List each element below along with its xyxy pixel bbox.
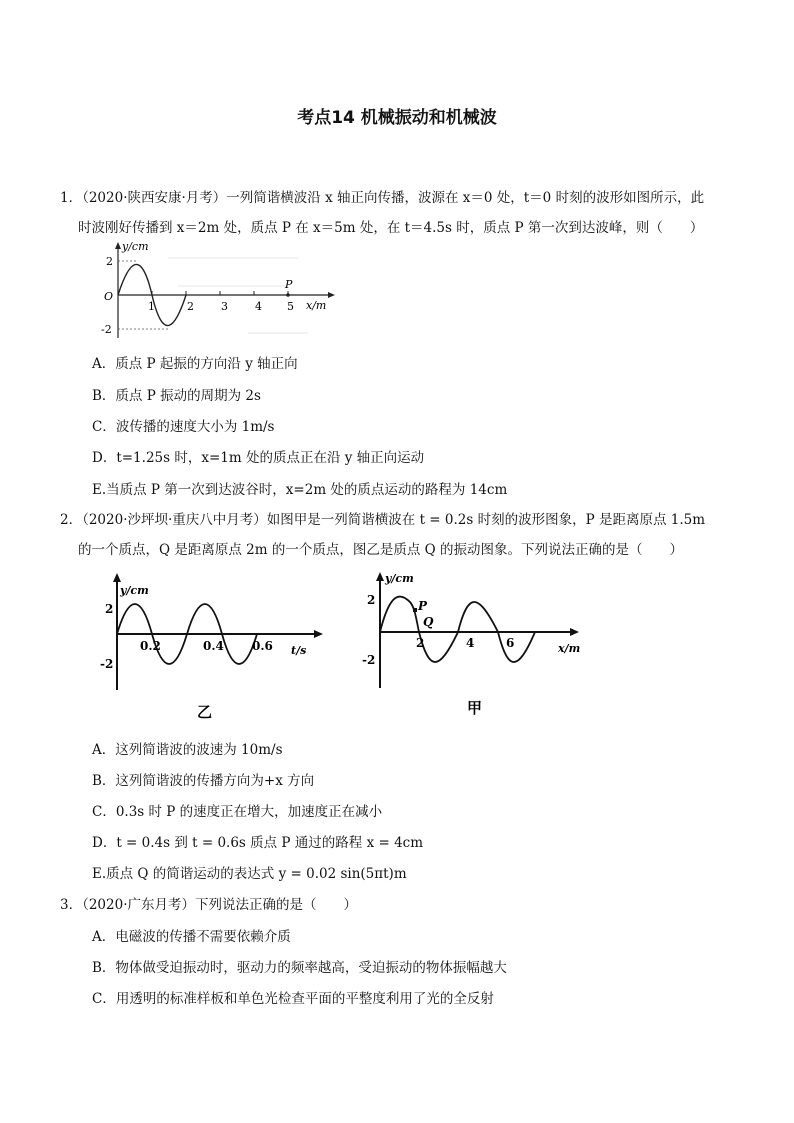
x-axis-label: x/m [558,642,581,655]
x-axis-arrow-icon [328,292,335,298]
x-tick-label: 6 [506,636,515,650]
question-3-option-a: A．电磁波的传播不需要依赖介质 [92,929,291,945]
x-tick-label: 2 [187,300,194,313]
y-tick-label: 2 [106,255,113,268]
question-2-line-1: 2．（2020·沙坪坝·重庆八中月考）如图甲是一列简谐横波在 t = 0.2s 时刻的波形图象，P 是距离原点 1.5m [60,512,706,528]
question-2-figure-yi [95,570,335,720]
question-2-option-c: C．0.3s 时 P 的速度正在增大，加速度正在减小 [92,804,383,820]
x-tick-label: 0.6 [252,639,273,653]
question-1-option-d: D．t=1.25s 时，x=1m 处的质点正在沿 y 轴正向运动 [92,450,425,466]
x-axis-label: t/s [291,644,307,657]
point-p-label: P [285,278,293,291]
y-axis-label: y/cm [122,240,149,253]
question-2-option-e: E.质点 Q 的简谐运动的表达式 y = 0.02 sin(5πt)m [92,866,407,882]
point-p-label: P [418,599,428,613]
x-tick-label: 0.2 [140,639,161,653]
question-1-wave-figure [98,238,348,344]
question-3-option-b: B．物体做受迫振动时，驱动力的频率越高，受迫振动的物体振幅越大 [92,960,507,976]
point-q-label: Q [423,615,434,629]
page-title: 考点14 机械振动和机械波 [297,108,497,128]
y-tick-label: 2 [367,593,376,607]
y-tick-label: -2 [100,657,114,671]
question-2-option-a: A．这列简谐波的波速为 10m/s [92,742,283,758]
point-p-marker [286,293,290,297]
x-tick-label: 5 [287,300,294,313]
point-p-marker [413,608,417,612]
x-tick-label: 0.4 [203,639,224,653]
x-tick-label: 4 [466,636,475,650]
question-2-figure-jia [355,568,585,718]
wave-curve [380,596,535,662]
question-2-option-d: D．t = 0.4s 到 t = 0.6s 质点 P 通过的路程 x = 4cm [92,835,424,851]
x-axis-label: x/m [306,299,327,312]
x-tick-label: 3 [221,300,228,313]
y-axis-arrow-icon [113,573,121,582]
y-axis-arrow-icon [115,242,121,249]
question-1-option-b: B．质点 P 振动的周期为 2s [92,388,261,404]
question-2-option-b: B．这列简谐波的传播方向为+x 方向 [92,773,315,789]
y-axis-label: y/cm [120,584,149,597]
x-tick-label: 2 [416,636,425,650]
question-1-line-1: 1．（2020·陕西安康·月考）一列简谐横波沿 x 轴正向传播，波源在 x＝0 处，t＝0 时刻的波形如图所示，此 [60,190,705,206]
y-tick-label: -2 [362,653,376,667]
y-tick-label: 2 [105,602,114,616]
figure-caption-yi: 乙 [197,703,213,720]
y-tick-label: -2 [101,323,112,336]
y-axis-label: y/cm [385,572,414,585]
figure-caption-jia: 甲 [467,699,483,717]
x-tick-label: 1 [148,300,155,313]
question-1-option-a: A．质点 P 起振的方向沿 y 轴正向 [92,356,298,372]
y-axis-arrow-icon [376,572,384,581]
x-axis-arrow-icon [570,628,579,636]
x-tick-label: 4 [255,300,262,313]
question-3-option-c: C．用透明的标准样板和单色光检查平面的平整度利用了光的全反射 [92,991,494,1007]
question-3-line-1: 3．（2020·广东月考）下列说法正确的是（ ） [60,897,357,913]
question-1-option-e: E.当质点 P 第一次到达波谷时，x=2m 处的质点运动的路程为 14cm [92,482,508,498]
x-axis-arrow-icon [314,630,323,638]
question-2-line-2: 的一个质点，Q 是距离原点 2m 的一个质点，图乙是质点 Q 的振动图象。下列说法正确的是（ ） [78,542,683,558]
question-1-option-c: C．波传播的速度大小为 1m/s [92,419,275,435]
origin-label: O [104,290,114,303]
question-1-line-2: 时波刚好传播到 x＝2m 处，质点 P 在 x＝5m 处，在 t＝4.5s 时，质点 P 第一次到达波峰，则（ ） [78,220,704,236]
